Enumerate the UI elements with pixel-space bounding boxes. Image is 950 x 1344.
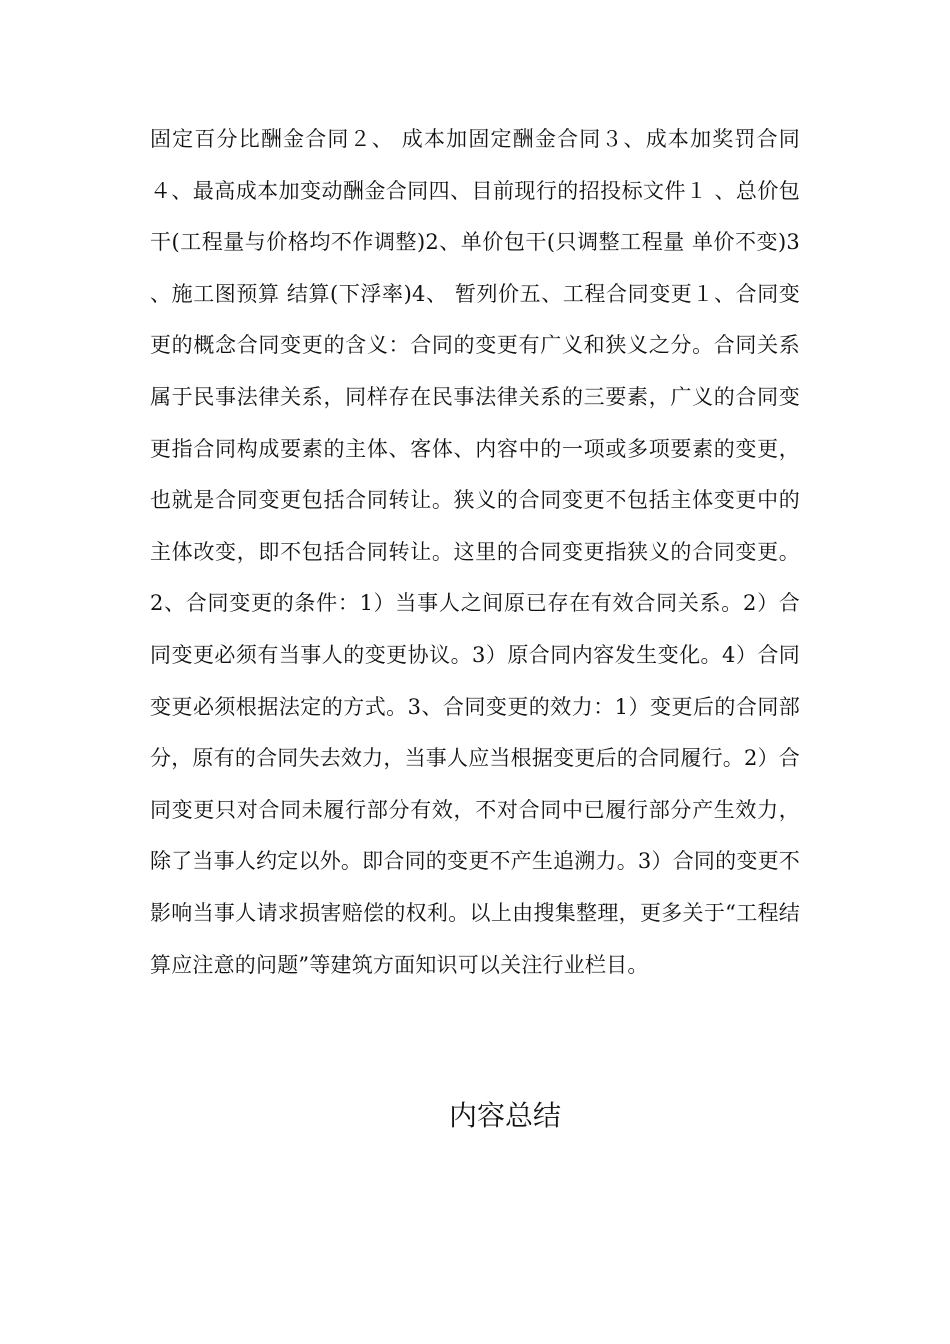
section-heading: 内容总结 bbox=[448, 1099, 561, 1132]
body-paragraph: 固定百分比酬金合同２、 成本加固定酬金合同３、成本加奖罚合同４、最高成本加变动酬金合同四、目前现行的招投标文件１ 、总价包干(工程量与价格均不作调整)2、单价包干(只调整工程量 单价不变)3 、施工图预算 结算(下浮率)4、 暂列价五、工程合同变更１、合同变更的概念合同变更的含义：合同的变更有广义和狭义之分。合同关系属于民事法律关系，同样存在民事法律关系的三要素，广义的合同变更指合同构成要素的主体、客体、内容中的一项或多项要素的变更，也就是合同变更包括合同转让。狭义的合同变更不包括主体变更中的主体改变，即不包括合同转让。这里的合同变更指狭义的合同变更。2、合同变更的条件：1）当事人之间原已存在有效合同关系。2）合同变更必须有当事人的变更协议。3）原合同内容发生变化。4）合同变更必须根据法定的方式。3、合同变更的效力：1）变更后的合同部分，原有的合同失去效力，当事人应当根据变更后的合同履行。2）合同变更只对合同未履行部分有效，不对合同中已履行部分产生效力，除了当事人约定以外。即合同的变更不产生追溯力。3）合同的变更不影响当事人请求损害赔偿的权利。以上由搜集整理，更多关于“工程结算应注意的问题”等建筑方面知识可以关注行业栏目。 bbox=[150, 127, 800, 977]
